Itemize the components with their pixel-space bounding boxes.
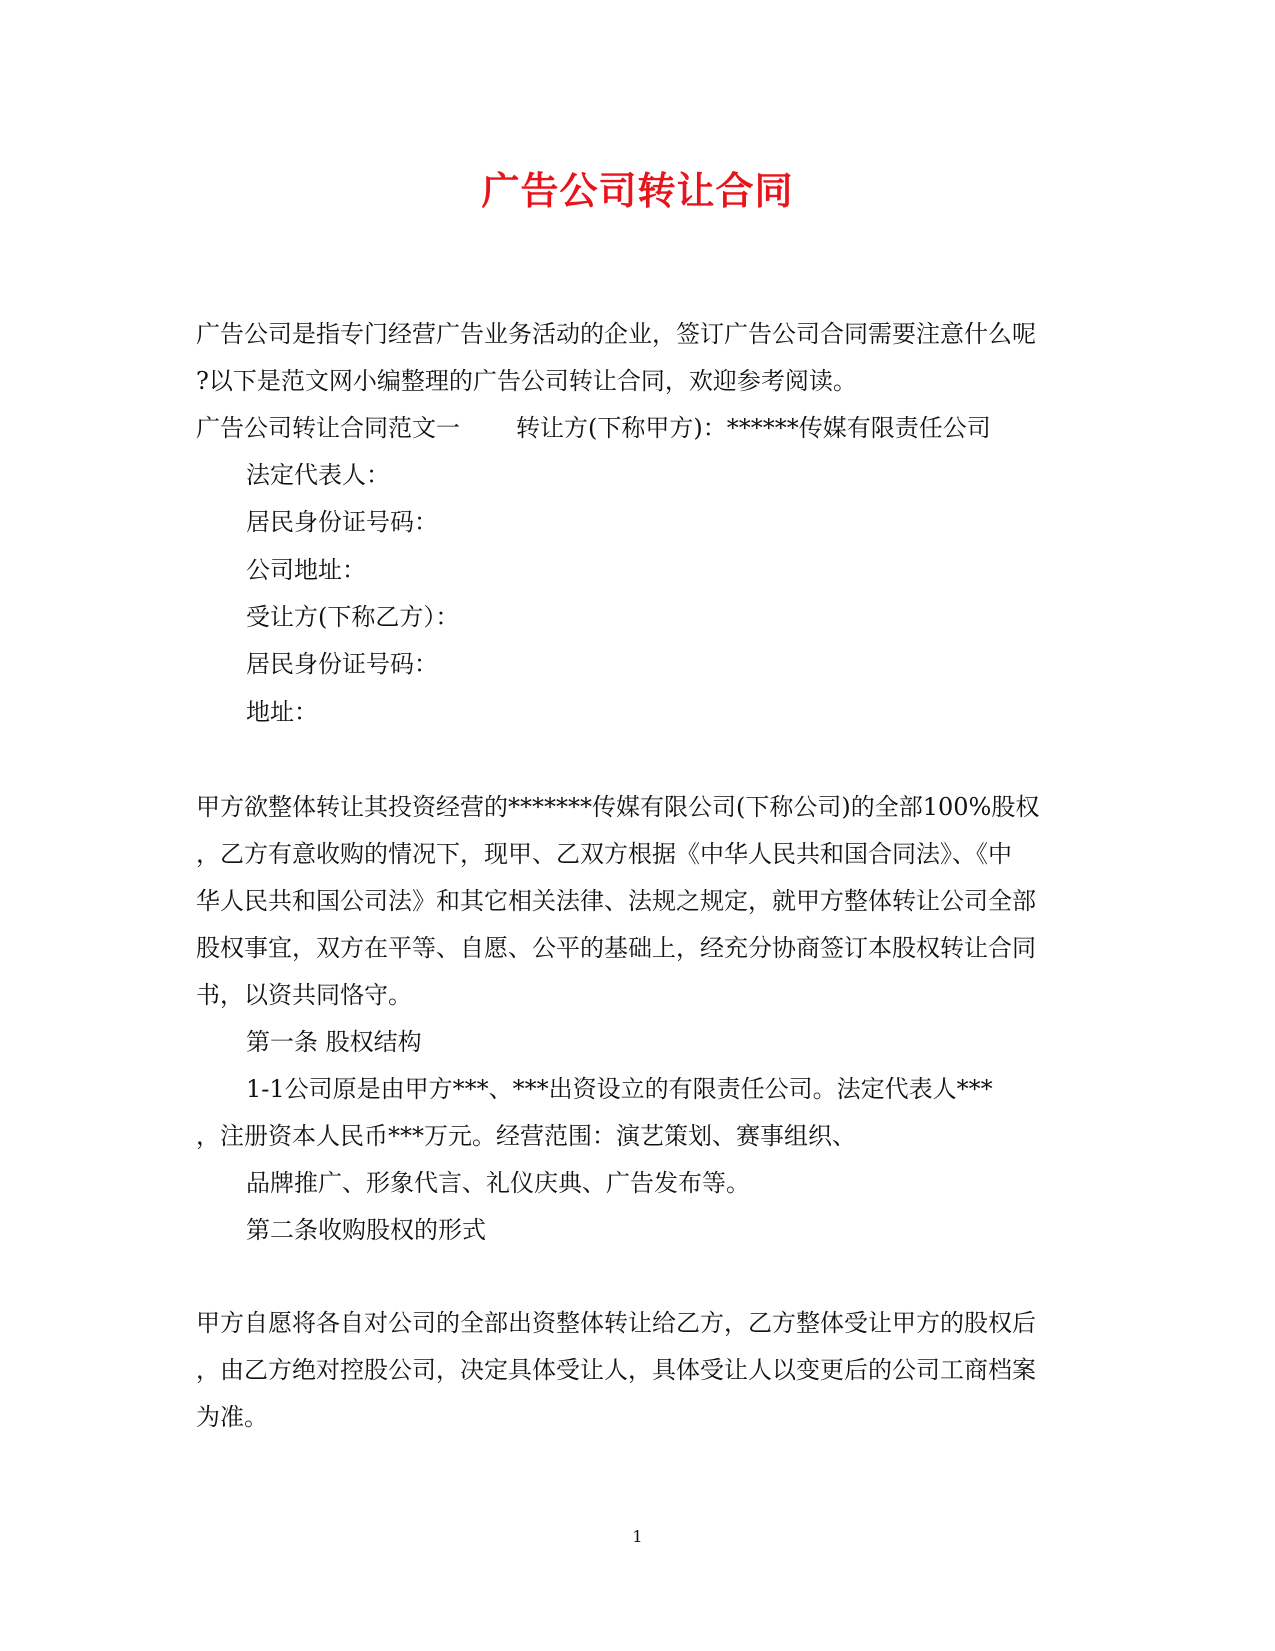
page-number: 1 bbox=[632, 1527, 643, 1546]
article-two-line: ，由乙方绝对控股公司，决定具体受让人，具体受让人以变更后的公司工商档案 bbox=[196, 1356, 1036, 1384]
transferee-id-number-label: 居民身份证号码： bbox=[246, 650, 438, 678]
body-paragraph-line: 书，以资共同恪守。 bbox=[196, 981, 412, 1009]
article-two-line: 为准。 bbox=[196, 1403, 268, 1431]
transferor-line: 转让方(下称甲方)：******传媒有限责任公司 bbox=[516, 414, 991, 442]
body-paragraph-line: 华人民共和国公司法》和其它相关法律、法规之规定，就甲方整体转让公司全部 bbox=[196, 887, 1036, 915]
article-one-line: 品牌推广、形象代言、礼仪庆典、广告发布等。 bbox=[246, 1169, 750, 1197]
article-one-heading: 第一条 股权结构 bbox=[246, 1028, 422, 1056]
address-label: 地址： bbox=[246, 698, 318, 726]
article-one-line: 1-1公司原是由甲方***、***出资设立的有限责任公司。法定代表人*** bbox=[246, 1075, 993, 1103]
sample-heading: 广告公司转让合同范文一 bbox=[196, 414, 460, 442]
company-address-label: 公司地址： bbox=[246, 556, 366, 584]
article-two-heading: 第二条收购股权的形式 bbox=[246, 1216, 486, 1244]
body-paragraph-line: 股权事宜，双方在平等、自愿、公平的基础上，经充分协商签订本股权转让合同 bbox=[196, 934, 1036, 962]
sample-heading-line bbox=[196, 411, 991, 445]
legal-representative-label: 法定代表人： bbox=[246, 461, 390, 489]
document-title: 广告公司转让合同 bbox=[481, 168, 794, 213]
body-paragraph-line: ，乙方有意收购的情况下，现甲、乙双方根据《中华人民共和国合同法》、《中 bbox=[196, 840, 1012, 868]
article-two-line: 甲方自愿将各自对公司的全部出资整体转让给乙方，乙方整体受让甲方的股权后 bbox=[196, 1309, 1036, 1337]
intro-line-1: 广告公司是指专门经营广告业务活动的企业，签订广告公司合同需要注意什么呢 bbox=[196, 320, 1036, 348]
transferee-label: 受让方(下称乙方）： bbox=[246, 603, 460, 631]
intro-line-2: ?以下是范文网小编整理的广告公司转让合同，欢迎参考阅读。 bbox=[196, 367, 857, 395]
article-one-line: ，注册资本人民币***万元。经营范围：演艺策划、赛事组织、 bbox=[196, 1122, 856, 1150]
body-paragraph-line: 甲方欲整体转让其投资经营的*******传媒有限公司(下称公司)的全部100%股权 bbox=[196, 793, 1040, 821]
id-number-label: 居民身份证号码： bbox=[246, 508, 438, 536]
